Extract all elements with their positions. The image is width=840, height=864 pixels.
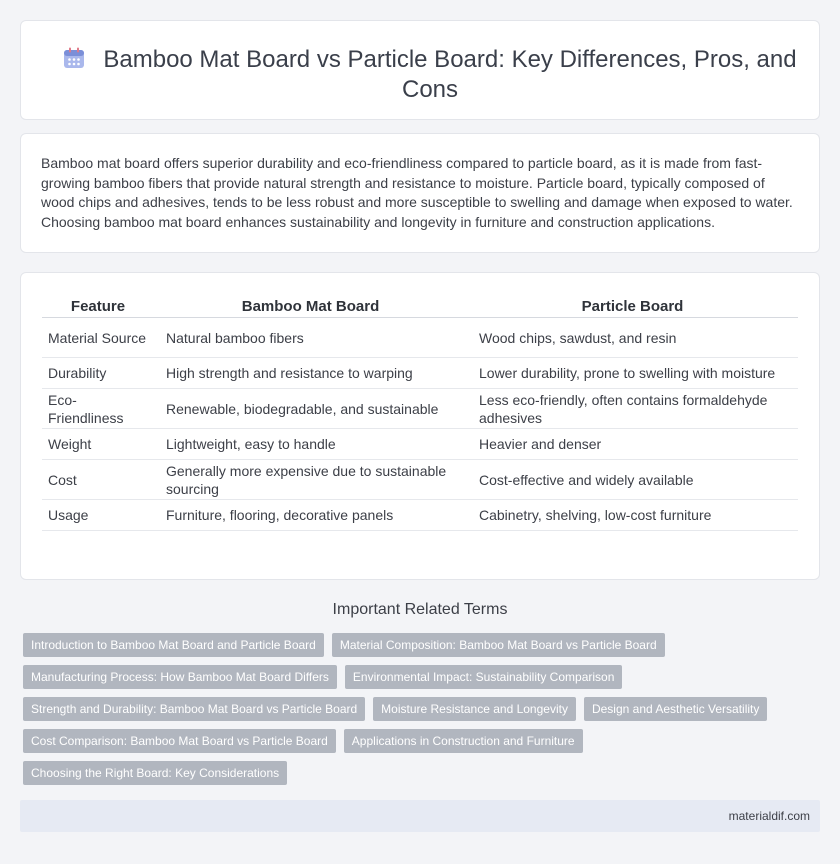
related-terms-list [23, 633, 803, 785]
related-term-tag[interactable]: Moisture Resistance and Longevity [373, 697, 576, 721]
row-feature: Usage [42, 500, 154, 531]
calendar-icon [63, 47, 85, 69]
row-bamboo: Natural bamboo fibers [154, 318, 467, 358]
row-feature: Durability [42, 358, 154, 389]
footer-site-link[interactable]: materialdif.com [728, 809, 810, 823]
related-term-tag[interactable]: Introduction to Bamboo Mat Board and Particle Board [23, 633, 324, 657]
row-particle: Cabinetry, shelving, low-cost furniture [467, 500, 798, 531]
row-feature: Weight [42, 429, 154, 460]
related-term-tag[interactable]: Strength and Durability: Bamboo Mat Board vs Particle Board [23, 697, 365, 721]
header-particle: Particle Board [467, 294, 798, 318]
table-row [42, 318, 798, 358]
row-particle: Wood chips, sawdust, and resin [467, 318, 798, 358]
related-term-tag[interactable]: Manufacturing Process: How Bamboo Mat Board Differs [23, 665, 337, 689]
table-row [42, 389, 798, 429]
header-card [20, 20, 820, 120]
comparison-table [42, 294, 798, 531]
page-title [61, 45, 799, 105]
summary-text: Bamboo mat board offers superior durability and eco-friendliness compared to particle board, as it is made from fast-growing bamboo fibers that provide natural strength and resistance to moisture. Particle board, typically composed of wood chips and adhesives, tends to be less robust and more susceptible to swelling and damage when exposed to water. Choosing bamboo mat board enhances sustainability and longevity in furniture and construction applications. [41, 155, 793, 230]
row-bamboo: High strength and resistance to warping [154, 358, 467, 389]
row-particle: Less eco-friendly, often contains formaldehyde adhesives [467, 389, 798, 429]
table-row [42, 429, 798, 460]
row-particle: Cost-effective and widely available [467, 460, 798, 500]
row-bamboo: Furniture, flooring, decorative panels [154, 500, 467, 531]
related-term-tag[interactable]: Environmental Impact: Sustainability Comparison [345, 665, 622, 689]
table-row [42, 358, 798, 389]
row-bamboo: Lightweight, easy to handle [154, 429, 467, 460]
title-wrap [61, 45, 799, 105]
row-feature: Material Source [42, 318, 154, 358]
related-term-tag[interactable]: Cost Comparison: Bamboo Mat Board vs Particle Board [23, 729, 336, 753]
related-term-tag[interactable]: Applications in Construction and Furniture [344, 729, 583, 753]
related-terms-title: Important Related Terms [332, 601, 508, 618]
page-title-text: Bamboo Mat Board vs Particle Board: Key Differences, Pros, and Cons [103, 46, 797, 103]
row-bamboo: Generally more expensive due to sustainable sourcing [154, 460, 467, 500]
row-particle: Lower durability, prone to swelling with moisture [467, 358, 798, 389]
header-bamboo: Bamboo Mat Board [154, 294, 467, 318]
row-bamboo: Renewable, biodegradable, and sustainable [154, 389, 467, 429]
row-particle: Heavier and denser [467, 429, 798, 460]
table-header-row [42, 294, 798, 318]
header-feature: Feature [42, 294, 154, 318]
table-row [42, 500, 798, 531]
table-card [20, 272, 820, 580]
footer [20, 800, 820, 832]
related-term-tag[interactable]: Material Composition: Bamboo Mat Board vs Particle Board [332, 633, 665, 657]
row-feature: Cost [42, 460, 154, 500]
summary-card [20, 133, 820, 253]
related-term-tag[interactable]: Design and Aesthetic Versatility [584, 697, 767, 721]
table-row [42, 460, 798, 500]
related-term-tag[interactable]: Choosing the Right Board: Key Considerations [23, 761, 287, 785]
row-feature: Eco-Friendliness [42, 389, 154, 429]
